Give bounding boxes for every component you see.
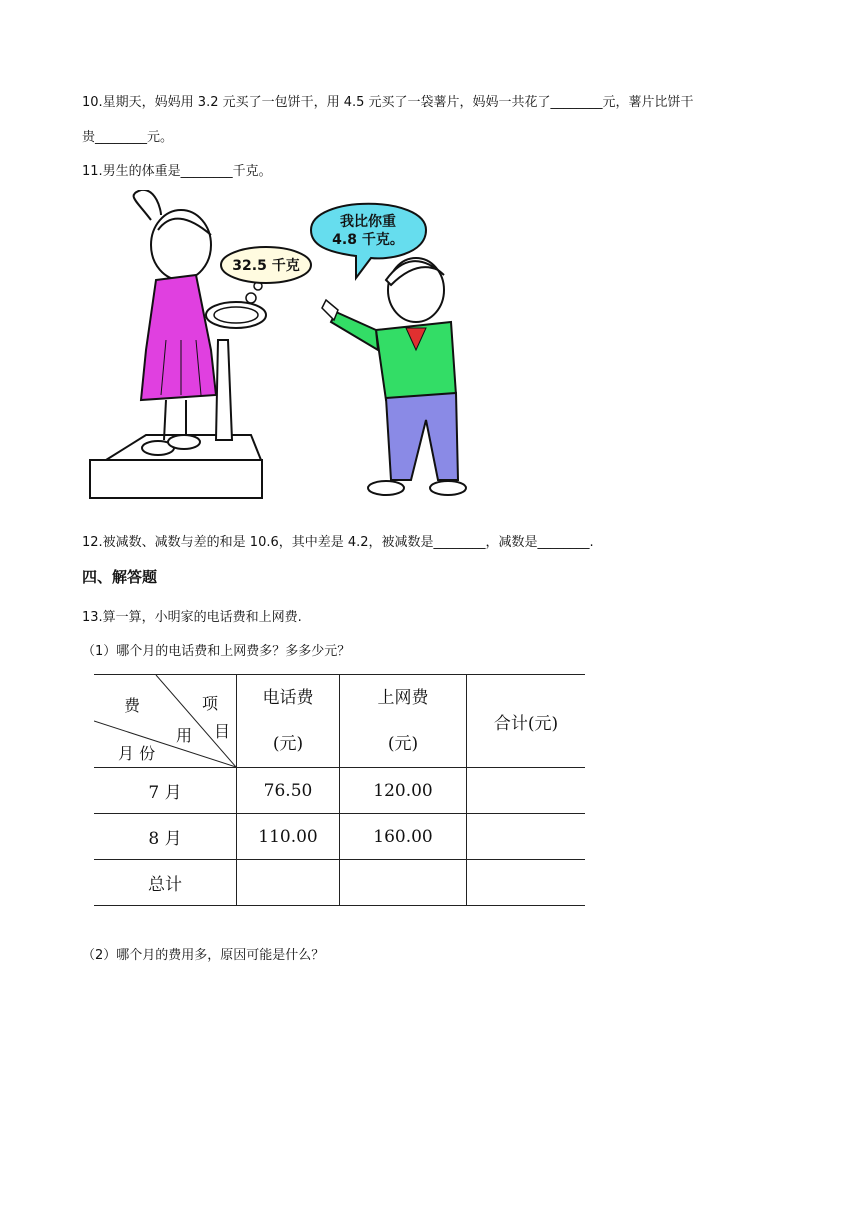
table-header-row xyxy=(94,675,585,768)
corner-month: 月 份 xyxy=(118,744,156,763)
question-12: 12.被减数、减数与差的和是 10.6，其中差是 4.2，被减数是________，减数是________. xyxy=(82,535,594,550)
cell-net: 160.00 xyxy=(340,814,467,860)
question-13-part-1: （1）哪个月的电话费和上网费多？多多少元？ xyxy=(82,644,351,659)
corner-item-1: 项 xyxy=(202,694,219,713)
corner-fee-1: 费 xyxy=(124,696,141,715)
row-label: 总计 xyxy=(94,860,237,906)
girl-bubble-text: 32.5 千克 xyxy=(232,258,300,274)
corner-cell xyxy=(94,675,237,768)
table-row xyxy=(94,814,585,860)
section-heading: 四、解答题 xyxy=(82,568,158,586)
cell-total xyxy=(467,768,586,814)
header-phone-label: 电话费 xyxy=(262,688,314,708)
header-net-label: 上网费 xyxy=(377,688,429,708)
header-phone-unit: (元) xyxy=(272,734,304,754)
boy-figure xyxy=(322,258,466,495)
question-11: 11.男生的体重是________千克。 xyxy=(82,164,272,179)
cell-phone xyxy=(237,860,340,906)
corner-fee-2: 用 xyxy=(176,726,193,745)
table-row xyxy=(94,860,585,906)
header-total: 合计(元) xyxy=(467,675,586,768)
fee-table xyxy=(94,674,585,906)
cell-phone: 76.50 xyxy=(237,768,340,814)
cell-total xyxy=(467,860,586,906)
cell-net: 120.00 xyxy=(340,768,467,814)
header-net xyxy=(340,675,467,768)
corner-item-2: 目 xyxy=(214,722,231,741)
question-10-line-1: 10.星期天，妈妈用 3.2 元买了一包饼干，用 4.5 元买了一袋薯片，妈妈一共花了________元，薯片比饼干 xyxy=(82,95,694,110)
question-13-part-2: （2）哪个月的费用多，原因可能是什么？ xyxy=(82,948,325,963)
boy-bubble-line-1: 我比你重 xyxy=(340,214,396,230)
weight-illustration xyxy=(86,190,486,510)
girl-figure xyxy=(134,190,216,455)
header-net-unit: (元) xyxy=(387,734,419,754)
girl-speech-bubble xyxy=(221,247,311,283)
question-10-line-2: 贵________元。 xyxy=(82,130,174,145)
row-label: 7 月 xyxy=(94,768,237,814)
table-row xyxy=(94,768,585,814)
boy-bubble-line-2: 4.8 千克。 xyxy=(332,232,404,248)
question-13: 13.算一算，小明家的电话费和上网费. xyxy=(82,610,302,625)
cell-net xyxy=(340,860,467,906)
cell-total xyxy=(467,814,586,860)
cell-phone: 110.00 xyxy=(237,814,340,860)
row-label: 8 月 xyxy=(94,814,237,860)
header-phone xyxy=(237,675,340,768)
